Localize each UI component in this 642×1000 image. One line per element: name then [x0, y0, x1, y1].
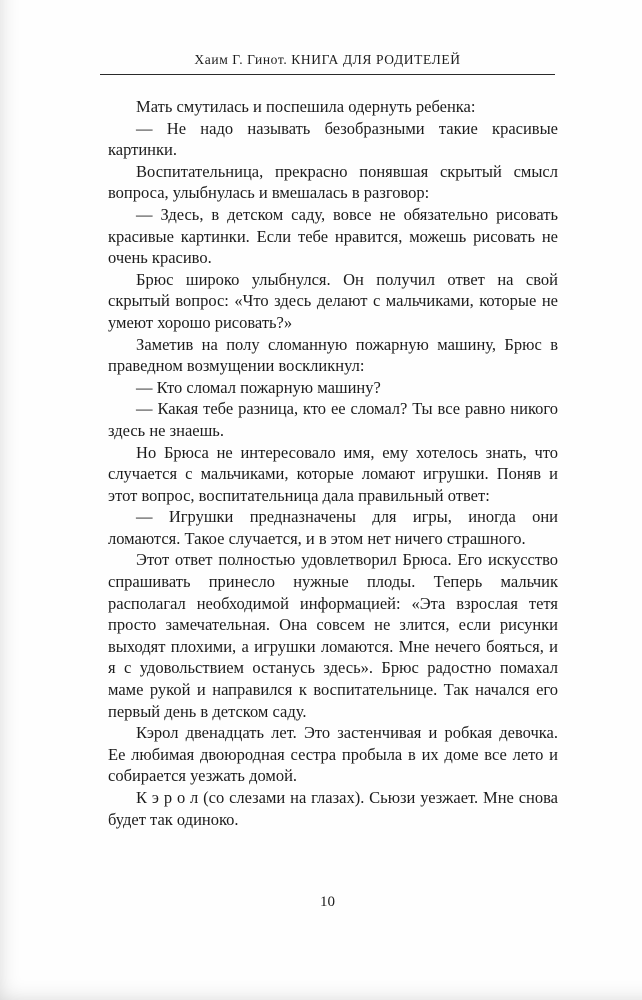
body-text	[108, 96, 558, 830]
paragraph: Брюс широко улыбнулся. Он получил ответ на свой скрытый вопрос: «Что здесь делают с мальчиками, которые не умеют хорошо рисовать?»	[108, 269, 558, 332]
page-number: 10	[320, 894, 335, 910]
paragraph: Мать смутилась и поспешила одернуть ребенка:	[136, 97, 476, 116]
paragraph: К э р о л (со слезами на глазах). Сьюзи уезжает. Мне снова будет так одиноко.	[108, 788, 558, 829]
paragraph: — Кто сломал пожарную машину?	[136, 377, 381, 397]
paragraph: Но Брюса не интересовало имя, ему хотелось знать, что случается с мальчиками, которые ломают игрушки. Поняв и этот вопрос, воспитательница дала правильный ответ:	[108, 442, 558, 505]
paragraph: — Игрушки предназначены для игры, иногда они ломаются. Такое случается, и в этом нет ничего страшного.	[108, 507, 558, 548]
paragraph: Этот ответ полностью удовлетворил Брюса. Его искусство спрашивать принесло нужные плоды. Теперь мальчик располагал необходимой информацией: «Эта взрослая тетя просто замечательная. Она совсем не злится, если рисунки выходят плохими, а игрушки ломаются. Мне нечего бояться, и я с удовольствием останусь здесь». Брюс радостно помахал маме рукой и направился к воспитательнице. Так начался его первый день в детском саду.	[108, 550, 558, 721]
paragraph: — Не надо называть безобразными такие красивые картинки.	[108, 118, 558, 160]
paragraph: Воспитательница, прекрасно понявшая скрытый смысл вопроса, улыбнулась и вмешалась в разговор:	[108, 161, 558, 203]
paragraph: — Какая тебе разница, кто ее сломал? Ты все равно никого здесь не знаешь.	[108, 399, 558, 440]
paragraph: — Здесь, в детском саду, вовсе не обязательно рисовать красивые картинки. Если тебе нравится, можешь рисовать не очень красиво.	[108, 204, 558, 268]
paragraph: Кэрол двенадцать лет. Это застенчивая и робкая девочка. Ее любимая двоюродная сестра пробыла в их доме все лето и собирается уезжать домой.	[108, 723, 558, 786]
header-rule	[100, 74, 555, 75]
running-header: Хаим Г. Гинот. КНИГА ДЛЯ РОДИТЕЛЕЙ	[194, 52, 461, 67]
paragraph: Заметив на полу сломанную пожарную машину, Брюс в праведном возмущении воскликнул:	[108, 334, 558, 376]
